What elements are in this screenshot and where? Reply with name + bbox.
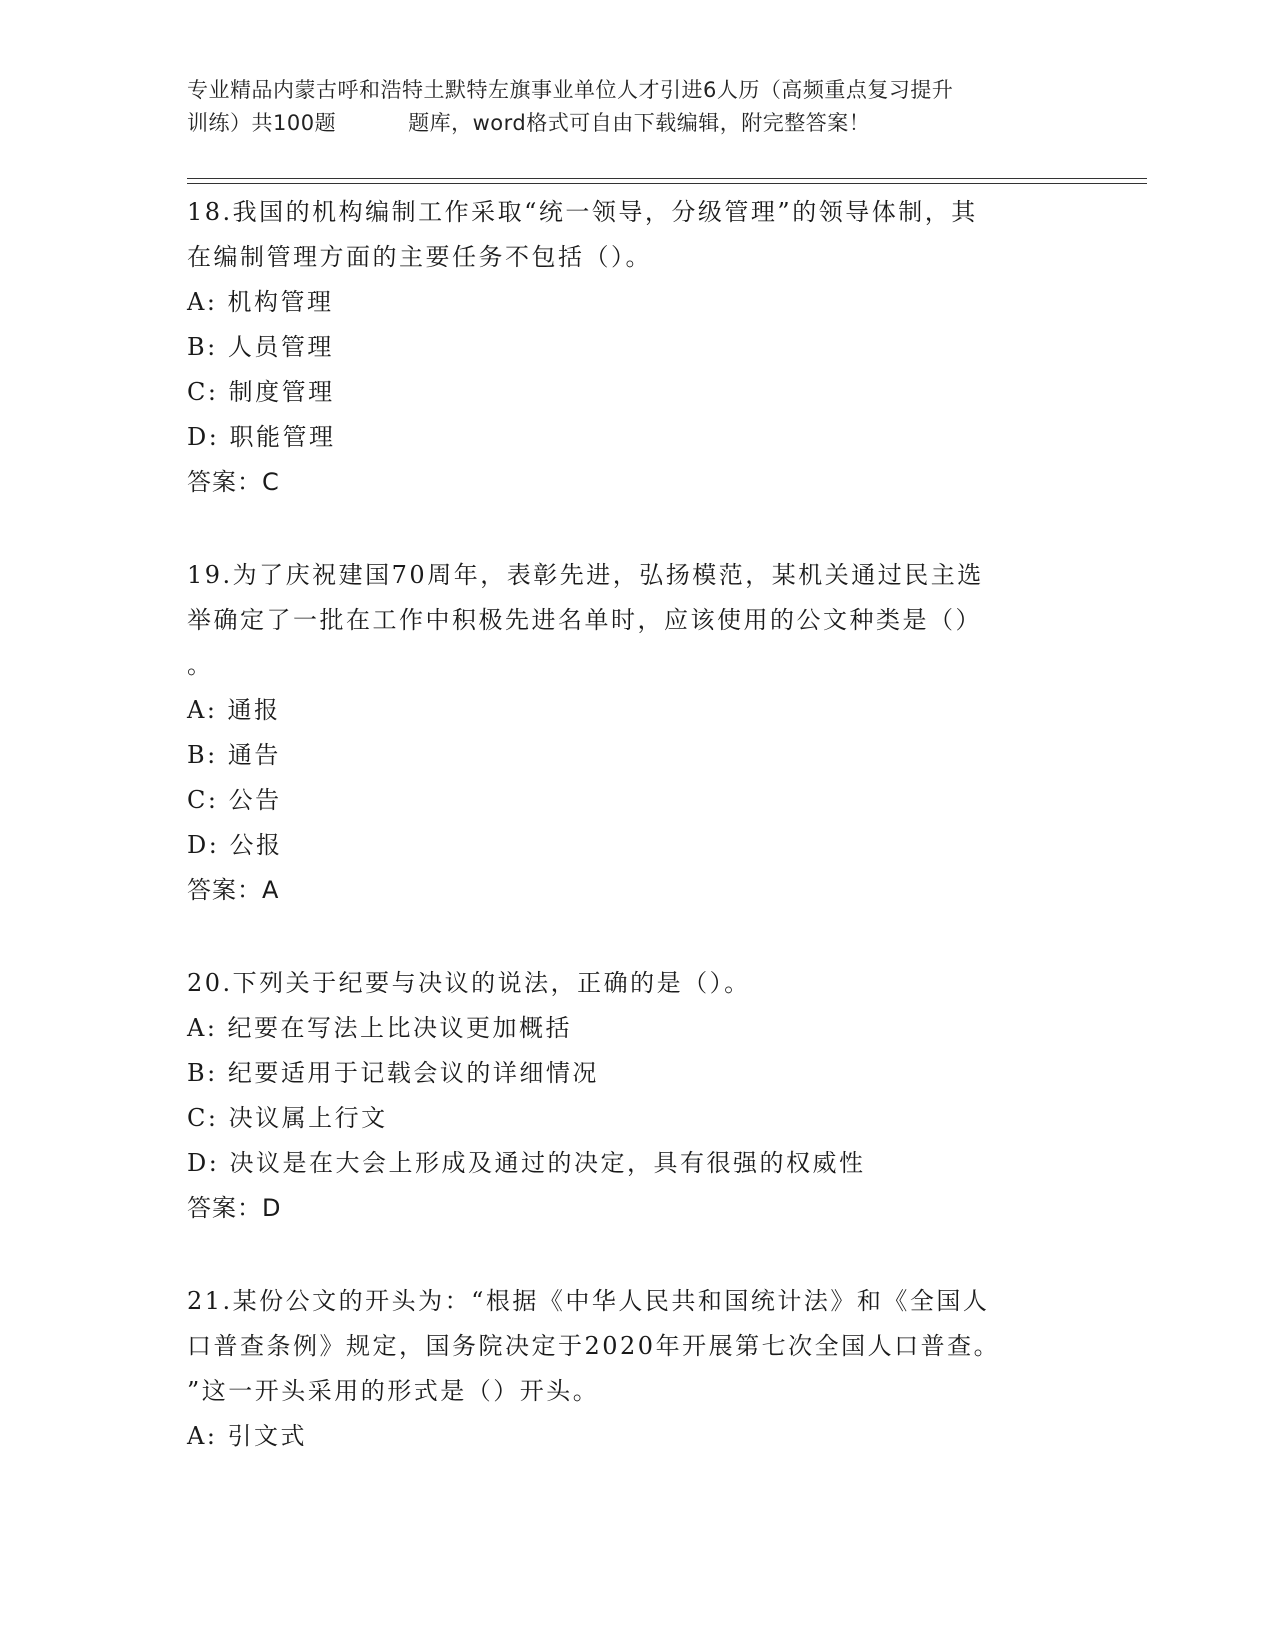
header-line-2-left: 训练）共100题 <box>187 111 337 135</box>
question-20-line-1: 20.下列关于纪要与决议的说法，正确的是（）。 <box>187 969 751 997</box>
question-19 <box>187 553 1087 913</box>
question-list <box>187 190 1087 1459</box>
question-19-option-b: B: 通告 <box>187 741 281 769</box>
header-line-2 <box>187 107 1087 140</box>
question-18-line-1: 18.我国的机构编制工作采取“统一领导，分级管理”的领导体制，其 <box>187 198 978 226</box>
question-18-line-2: 在编制管理方面的主要任务不包括（）。 <box>187 243 652 271</box>
question-19-line-3: 。 <box>187 651 214 679</box>
question-21-option-a: A: 引文式 <box>187 1422 308 1450</box>
question-20 <box>187 961 1087 1231</box>
question-18-option-a: A: 机构管理 <box>187 288 334 316</box>
question-18 <box>187 190 1087 505</box>
question-20-option-a: A: 纪要在写法上比决议更加概括 <box>187 1014 573 1042</box>
question-18-option-b: B: 人员管理 <box>187 333 334 361</box>
question-20-answer: 答案：D <box>187 1194 282 1222</box>
question-19-option-d: D: 公报 <box>187 831 283 859</box>
question-21-line-2: 口普查条例》规定，国务院决定于2020年开展第七次全国人口普查。 <box>187 1332 1001 1360</box>
question-21-line-1: 21.某份公文的开头为：“根据《中华人民共和国统计法》和《全国人 <box>187 1287 990 1315</box>
question-20-option-d: D: 决议是在大会上形成及通过的决定，具有很强的权威性 <box>187 1149 866 1177</box>
header-line-1: 专业精品内蒙古呼和浩特土默特左旗事业单位人才引进6人历（高频重点复习提升 <box>187 78 954 102</box>
question-18-option-c: C: 制度管理 <box>187 378 335 406</box>
question-20-option-b: B: 纪要适用于记载会议的详细情况 <box>187 1059 599 1087</box>
question-19-option-c: C: 公告 <box>187 786 282 814</box>
question-21-line-3: ”这一开头采用的形式是（）开头。 <box>187 1377 600 1405</box>
header-divider-top <box>187 178 1147 179</box>
question-spacer <box>187 1231 1087 1279</box>
question-19-line-2: 举确定了一批在工作中积极先进名单时，应该使用的公文种类是（） <box>187 606 982 634</box>
header-divider-bottom <box>187 183 1147 184</box>
question-20-option-c: C: 决议属上行文 <box>187 1104 388 1132</box>
question-spacer <box>187 505 1087 553</box>
question-21 <box>187 1279 1087 1459</box>
question-19-line-1: 19.为了庆祝建国70周年，表彰先进，弘扬模范，某机关通过民主选 <box>187 561 984 589</box>
question-18-option-d: D: 职能管理 <box>187 423 336 451</box>
header-line-2-right: 题库，word格式可自由下载编辑，附完整答案！ <box>408 111 871 135</box>
question-spacer <box>187 913 1087 961</box>
document-header <box>187 74 1087 140</box>
question-18-answer: 答案：C <box>187 468 280 496</box>
question-19-option-a: A: 通报 <box>187 696 281 724</box>
question-19-answer: 答案：A <box>187 876 280 904</box>
